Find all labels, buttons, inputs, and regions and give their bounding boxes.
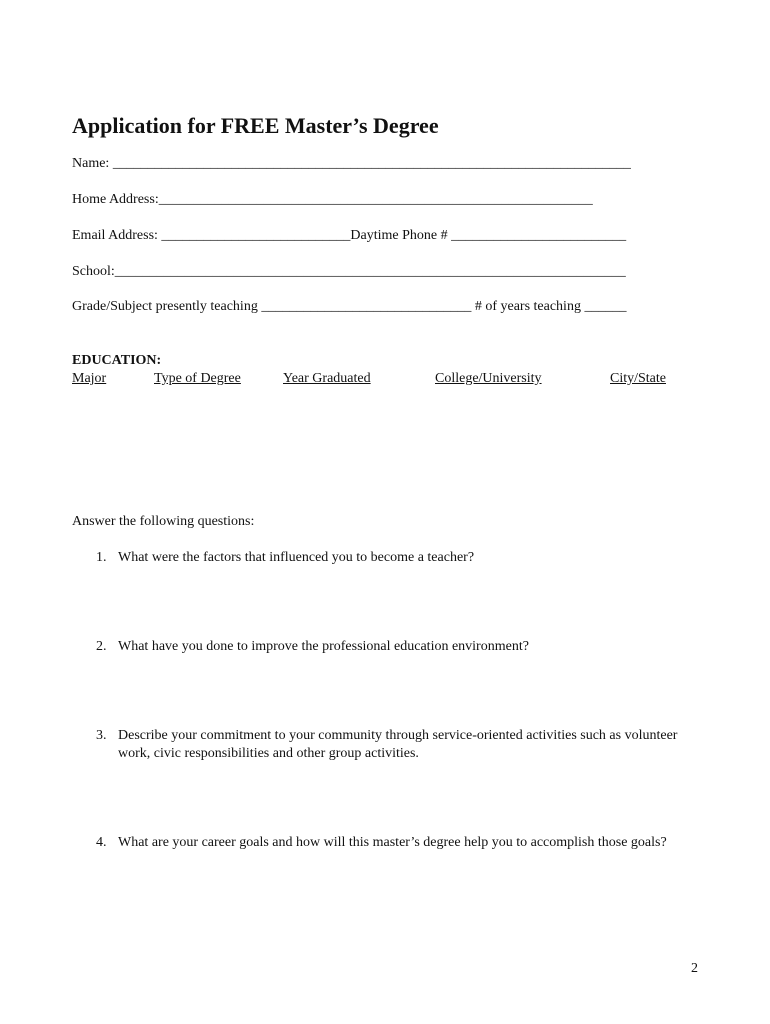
question-number: 1. [96, 550, 107, 565]
home-address-field[interactable]: Home Address:______________________________________________________________ [72, 192, 593, 207]
column-city-state: City/State [610, 371, 666, 386]
column-college-university: College/University [435, 371, 542, 386]
school-field[interactable]: School:_________________________________________________________________________ [72, 264, 626, 279]
column-type-of-degree: Type of Degree [154, 371, 241, 386]
questions-intro: Answer the following questions: [72, 514, 255, 529]
page-number: 2 [691, 961, 698, 976]
grade-subject-field[interactable]: Grade/Subject presently teaching ______________________________ # of years teaching ______ [72, 299, 627, 314]
question-number: 2. [96, 639, 107, 654]
question-number: 3. [96, 728, 107, 743]
column-major: Major [72, 371, 107, 386]
name-field[interactable]: Name: __________________________________________________________________________ [72, 156, 631, 171]
question-text: What have you done to improve the professional education environment? [118, 639, 529, 654]
email-phone-field[interactable]: Email Address: ___________________________Daytime Phone # _________________________ [72, 228, 627, 243]
question-text: What were the factors that influenced you to become a teacher? [118, 550, 475, 565]
column-year-graduated: Year Graduated [283, 371, 371, 386]
question-text: Describe your commitment to your community through service-oriented activities such as volunteer work, civic responsibilities and other group activities. [118, 728, 678, 761]
page-title: Application for FREE Master’s Degree [72, 113, 439, 138]
question-number: 4. [96, 835, 107, 850]
education-heading: EDUCATION: [72, 353, 162, 368]
question-text: What are your career goals and how will this master’s degree help you to accomplish those goals? [118, 835, 667, 850]
